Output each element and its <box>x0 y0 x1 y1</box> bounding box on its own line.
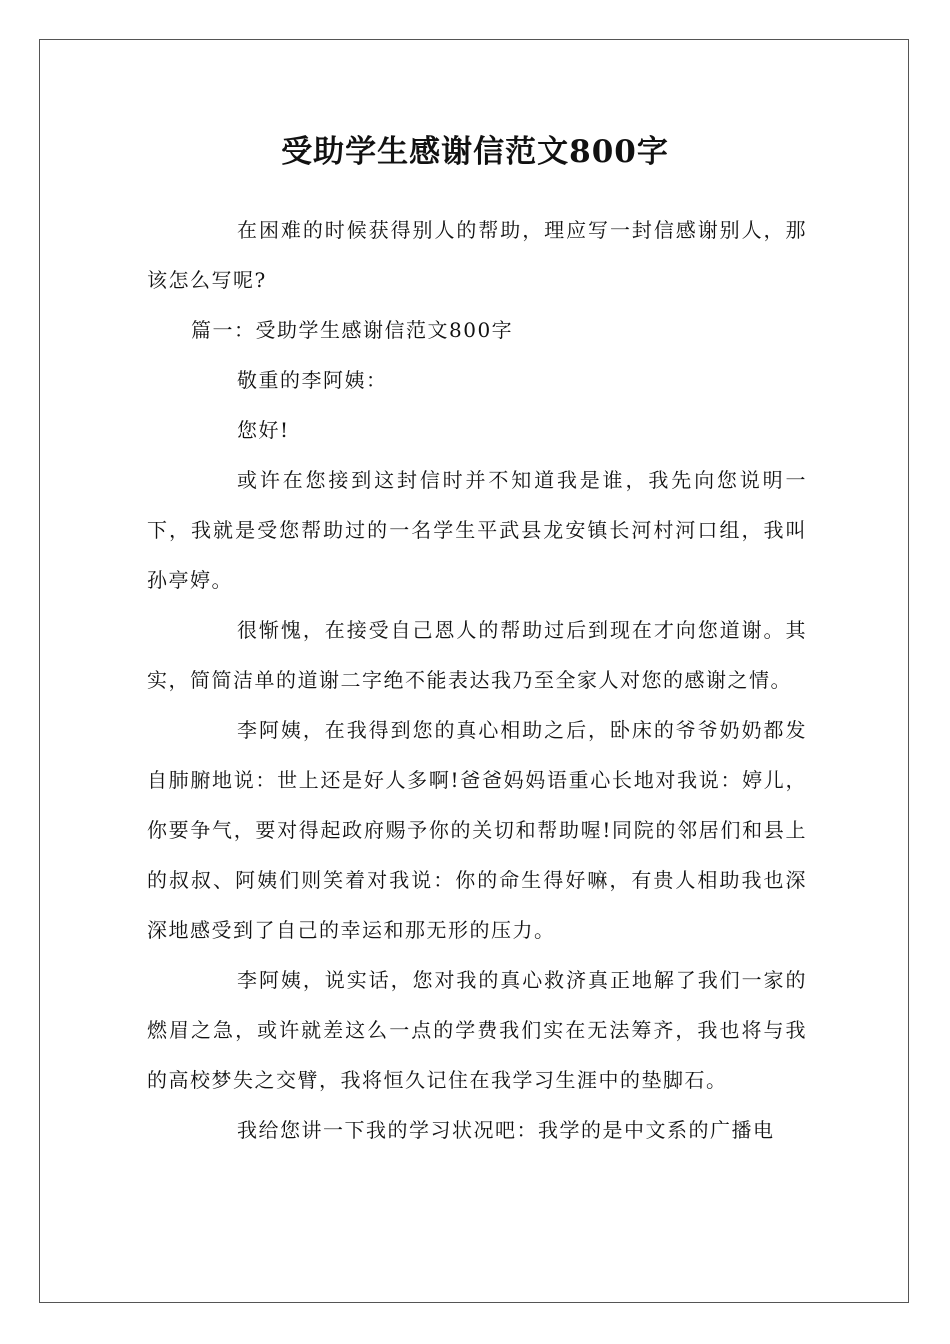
document-title: 受助学生感谢信范文800字 <box>281 134 669 170</box>
section-heading: 篇一：受助学生感谢信范文800字 <box>191 318 514 342</box>
letter-salutation: 敬重的李阿姨： <box>237 368 388 392</box>
paragraph-intro: 在困难的时候获得别人的帮助，理应写一封信感谢别人，那该怎么写呢? <box>147 218 807 292</box>
paragraph: 李阿姨，在我得到您的真心相助之后，卧床的爷爷奶奶都发自肺腑地说：世上还是好人多啊!爸爸妈妈语重心长地对我说：婷儿，你要争气，要对得起政府赐予你的关切和帮助喔!同院的邻居们和县上的叔叔、阿姨们则笑着对我说：你的命生得好嘛，有贵人相助我也深深地感受到了自己的幸运和那无形的压力。 <box>147 718 807 942</box>
paragraph: 李阿姨，说实话，您对我的真心救济真正地解了我们一家的燃眉之急，或许就差这么一点的学费我们实在无法筹齐，我也将与我的高校梦失之交臂，我将恒久记住在我学习生涯中的垫脚石。 <box>147 968 807 1092</box>
paragraph: 很惭愧，在接受自己恩人的帮助过后到现在才向您道谢。其实，简简洁单的道谢二字绝不能表达我乃至全家人对您的感谢之情。 <box>147 618 807 692</box>
paragraph: 我给您讲一下我的学习状况吧：我学的是中文系的广播电 <box>237 1118 775 1142</box>
document-body <box>147 205 807 1155</box>
paragraph: 或许在您接到这封信时并不知道我是谁，我先向您说明一下，我就是受您帮助过的一名学生平武县龙安镇长河村河口组，我叫孙亭婷。 <box>147 468 807 592</box>
letter-greeting: 您好! <box>237 418 290 442</box>
